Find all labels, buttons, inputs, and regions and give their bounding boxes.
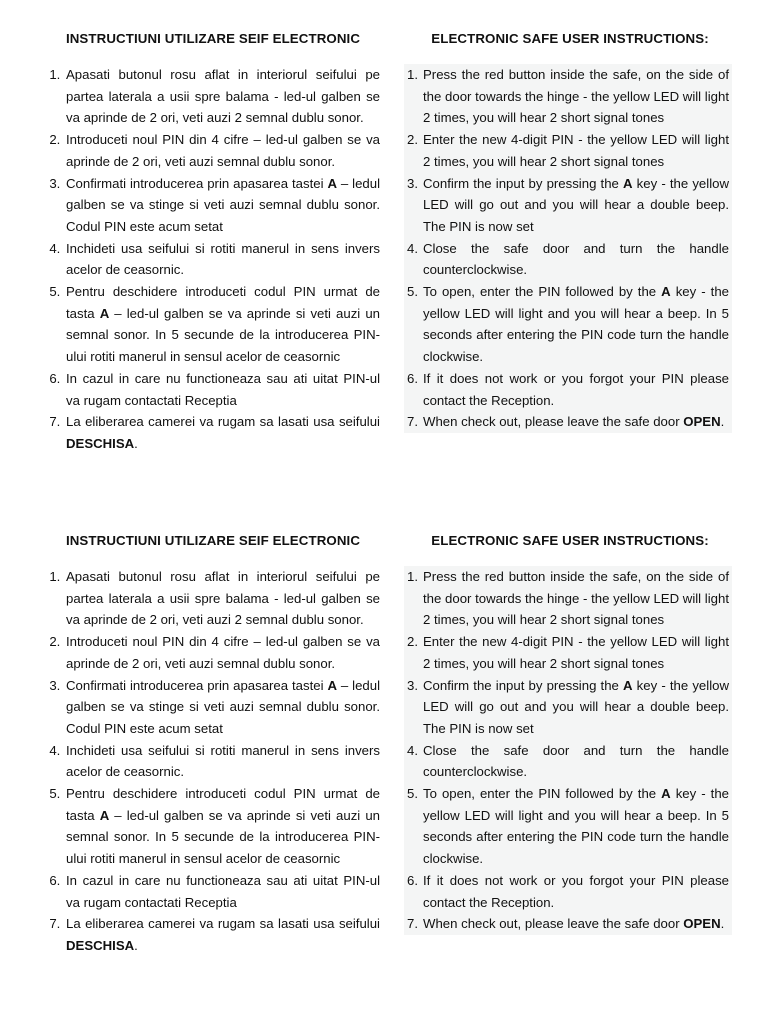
step-text-part: Inchideti usa seifului si rotiti manerul in sens invers acelor de ceasornic. [66, 240, 380, 278]
step-text-part: . [720, 414, 725, 430]
step-text [64, 675, 380, 740]
step-number: 5. [49, 786, 64, 802]
step-text-part: Press the red button inside the safe, on the side of the door towards the hinge - the yellow LED will light 2 times, you will hear 2 short signal tones [423, 569, 729, 628]
step-text-part: – ledul galben se va stinge si veti auzi semnal dublu sonor. Codul PIN este acum setat [66, 677, 380, 736]
step-text-part: Close the safe door and turn the handle counterclockwise. [423, 240, 729, 278]
step-text-part: Confirmati introducerea prin apasarea tastei [66, 175, 328, 191]
step-text [64, 368, 380, 411]
step-text-part: key - the yellow LED will go out and you will hear a double beep. The PIN is now set [423, 175, 729, 234]
step-number: 6. [407, 370, 422, 386]
step-text-part: Pentru deschidere introduceti codul PIN urmat de tasta [66, 284, 380, 321]
step-number: 3. [49, 677, 64, 693]
step-text [423, 64, 729, 129]
step-text-part: key - the yellow LED will go out and you will hear a double beep. The PIN is now set [423, 677, 729, 736]
step-item [407, 566, 729, 631]
romanian-steps-list [40, 566, 380, 957]
step-item [407, 913, 729, 935]
step-number: 3. [49, 175, 64, 191]
step-text-part: When check out, please leave the safe door [423, 414, 684, 430]
step-text [64, 913, 380, 956]
step-text-part: Enter the new 4-digit PIN - the yellow LED will light 2 times, you will hear 2 short signal tones [423, 132, 729, 169]
romanian-title: INSTRUCTIUNI UTILIZARE SEIF ELECTRONIC [65, 31, 361, 46]
step-text [64, 631, 380, 674]
step-text-part: If it does not work or you forgot your PIN please contact the Reception. [423, 370, 729, 408]
step-text [423, 740, 729, 783]
step-number: 7. [49, 414, 64, 430]
step-text [423, 281, 729, 368]
step-item [40, 913, 380, 956]
step-text [423, 675, 729, 740]
step-text-bold: OPEN [683, 916, 721, 932]
step-text-part: Apasati butonul rosu aflat in interiorul seifului pe partea laterala a usii spre balama - led-ul galben se va aprinde de 2 ori, veti auzi 2 semnal dublu sonor. [66, 569, 380, 628]
step-number: 5. [49, 284, 64, 300]
step-number: 4. [407, 742, 422, 758]
step-text-part: . [134, 937, 138, 953]
step-item [40, 740, 380, 783]
step-text [423, 631, 729, 674]
step-item [407, 238, 729, 281]
step-text-part: . [134, 435, 138, 451]
step-text-part: – ledul galben se va stinge si veti auzi semnal dublu sonor. Codul PIN este acum setat [66, 175, 380, 234]
romanian-title: INSTRUCTIUNI UTILIZARE SEIF ELECTRONIC [65, 533, 361, 548]
step-item [40, 870, 380, 913]
english-title: ELECTRONIC SAFE USER INSTRUCTIONS: [431, 31, 709, 46]
step-text [64, 566, 380, 631]
step-text-part: key - the yellow LED will light and you will hear a beep. In 5 seconds after entering the PIN code turn the handle clockwise. [423, 284, 729, 365]
step-item [40, 675, 380, 740]
step-number: 1. [49, 569, 64, 584]
step-item [407, 368, 729, 411]
english-column [404, 532, 732, 935]
step-text-bold: A [661, 786, 671, 802]
english-column [404, 30, 732, 433]
step-text-part: La eliberarea camerei va rugam sa lasati usa seifului [66, 414, 380, 430]
step-item [407, 411, 729, 433]
step-text-part: Close the safe door and turn the handle counterclockwise. [423, 742, 729, 780]
step-text-part: Inchideti usa seifului si rotiti manerul in sens invers acelor de ceasornic. [66, 742, 380, 780]
step-text [64, 238, 380, 281]
step-number: 1. [407, 569, 422, 584]
step-text [423, 913, 729, 935]
step-text [423, 238, 729, 281]
step-item [40, 173, 380, 238]
step-text-bold: A [99, 305, 110, 321]
step-item [407, 64, 729, 129]
romanian-column [40, 532, 380, 957]
step-text-bold: A [327, 175, 337, 191]
step-number: 2. [49, 634, 64, 650]
english-title: ELECTRONIC SAFE USER INSTRUCTIONS: [431, 533, 709, 548]
step-number: 4. [49, 240, 64, 256]
romanian-column [40, 30, 380, 455]
step-item [40, 411, 380, 454]
step-text [64, 411, 380, 454]
step-item [40, 238, 380, 281]
step-text [64, 870, 380, 913]
instructions-card-2 [0, 532, 768, 972]
step-item [407, 631, 729, 674]
step-text [423, 368, 729, 411]
step-text-part: Apasati butonul rosu aflat in interiorul seifului pe partea laterala a usii spre balama - led-ul galben se va aprinde de 2 ori, veti auzi 2 semnal dublu sonor. [66, 67, 380, 126]
step-item [40, 783, 380, 870]
step-number: 2. [407, 132, 422, 148]
english-steps-list [404, 64, 732, 433]
step-text-bold: A [623, 175, 633, 191]
step-item [40, 129, 380, 172]
step-item [407, 675, 729, 740]
step-text [64, 173, 380, 238]
step-text [64, 64, 380, 129]
step-text-part: Press the red button inside the safe, on the side of the door towards the hinge - the yellow LED will light 2 times, you will hear 2 short signal tones [423, 67, 729, 126]
step-number: 6. [49, 872, 64, 888]
step-item [40, 566, 380, 631]
step-number: 7. [407, 916, 422, 932]
step-number: 5. [407, 786, 422, 802]
step-text-bold: A [661, 284, 671, 300]
step-text-part: – led-ul galben se va aprinde si veti auzi un semnal sonor. In 5 secunde de la introducerea PIN-ului rotiti manerul in sensul acelor de ceasornic [66, 305, 380, 365]
step-text-part: If it does not work or you forgot your PIN please contact the Reception. [423, 872, 729, 910]
step-number: 7. [407, 414, 422, 430]
step-item [407, 740, 729, 783]
step-text-bold: A [623, 677, 633, 693]
step-item [40, 368, 380, 411]
step-text [423, 870, 729, 913]
step-text-bold: A [99, 807, 110, 823]
step-text-part: Pentru deschidere introduceti codul PIN urmat de tasta [66, 786, 380, 823]
step-text-part: key - the yellow LED will light and you will hear a beep. In 5 seconds after entering the PIN code turn the handle clockwise. [423, 786, 729, 867]
step-text-bold: A [327, 677, 337, 693]
step-text-part: . [720, 916, 725, 932]
step-text-bold: DESCHISA [66, 937, 135, 953]
step-text-part: Confirm the input by pressing the [423, 677, 624, 693]
english-steps-list [404, 566, 732, 935]
step-number: 2. [407, 634, 422, 650]
step-number: 1. [49, 67, 64, 82]
step-text-bold: OPEN [683, 414, 721, 430]
step-item [407, 173, 729, 238]
step-text-part: – led-ul galben se va aprinde si veti auzi un semnal sonor. In 5 secunde de la introducerea PIN-ului rotiti manerul in sensul acelor de ceasornic [66, 807, 380, 867]
step-number: 1. [407, 67, 422, 82]
step-number: 3. [407, 677, 422, 693]
step-item [40, 64, 380, 129]
step-text-part: Introduceti noul PIN din 4 cifre – led-ul galben se va aprinde de 2 ori, veti auzi semnal dublu sonor. [66, 634, 380, 671]
step-item [407, 281, 729, 368]
step-item [40, 631, 380, 674]
step-number: 6. [407, 872, 422, 888]
step-text-part: To open, enter the PIN followed by the [423, 284, 662, 300]
step-text-bold: DESCHISA [66, 435, 135, 451]
step-text [423, 173, 729, 238]
step-text-part: Confirmati introducerea prin apasarea tastei [66, 677, 328, 693]
step-item [407, 870, 729, 913]
step-item [407, 783, 729, 870]
step-number: 3. [407, 175, 422, 191]
step-text [64, 740, 380, 783]
step-text-part: Introduceti noul PIN din 4 cifre – led-ul galben se va aprinde de 2 ori, veti auzi semnal dublu sonor. [66, 132, 380, 169]
step-text-part: Confirm the input by pressing the [423, 175, 624, 191]
step-text [423, 783, 729, 870]
step-text [423, 566, 729, 631]
step-text-part: To open, enter the PIN followed by the [423, 786, 662, 802]
step-number: 7. [49, 916, 64, 932]
step-number: 4. [407, 240, 422, 256]
step-text [64, 129, 380, 172]
step-text-part: In cazul in care nu functioneaza sau ati uitat PIN-ul va rugam contactati Receptia [66, 370, 380, 408]
instructions-card-1 [0, 30, 768, 470]
step-number: 4. [49, 742, 64, 758]
step-text [64, 783, 380, 870]
romanian-steps-list [40, 64, 380, 455]
step-text [423, 129, 729, 172]
step-text [423, 411, 729, 433]
step-text-part: La eliberarea camerei va rugam sa lasati usa seifului [66, 916, 380, 932]
step-text [64, 281, 380, 368]
step-number: 5. [407, 284, 422, 300]
step-text-part: In cazul in care nu functioneaza sau ati uitat PIN-ul va rugam contactati Receptia [66, 872, 380, 910]
step-number: 2. [49, 132, 64, 148]
step-item [407, 129, 729, 172]
step-text-part: Enter the new 4-digit PIN - the yellow LED will light 2 times, you will hear 2 short signal tones [423, 634, 729, 671]
step-text-part: When check out, please leave the safe door [423, 916, 684, 932]
step-item [40, 281, 380, 368]
step-number: 6. [49, 370, 64, 386]
